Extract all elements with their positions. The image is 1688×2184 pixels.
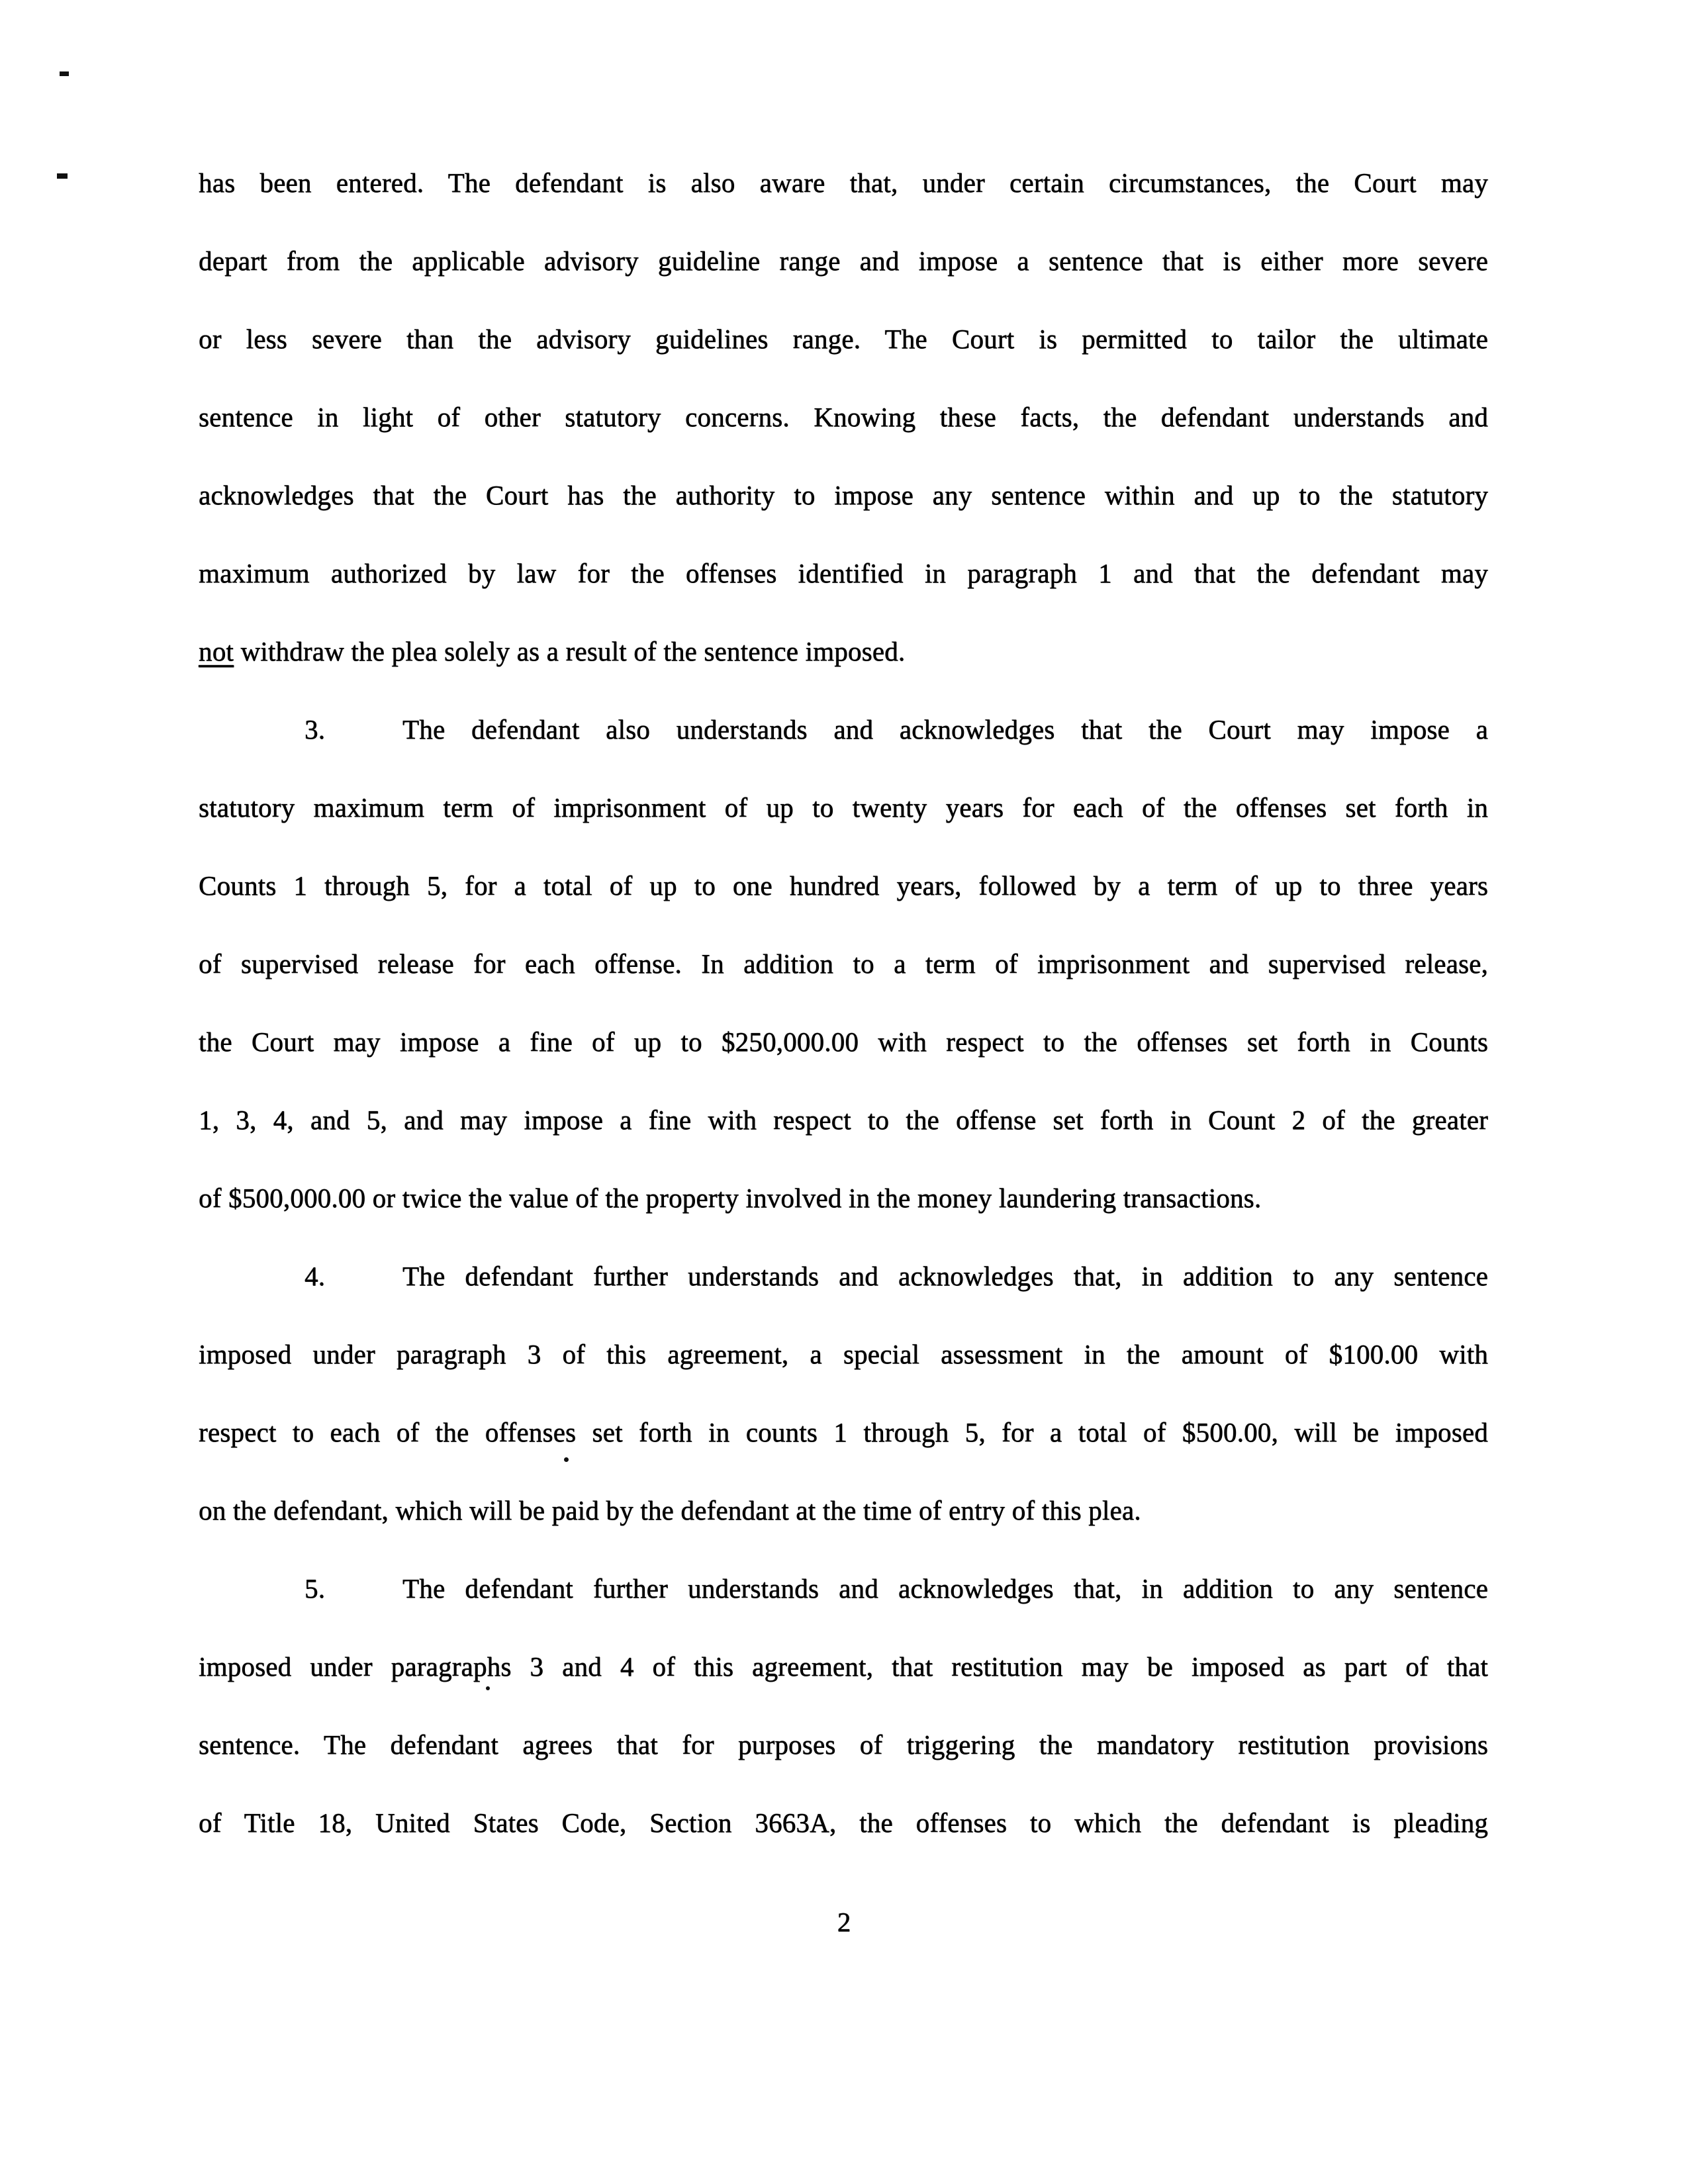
text-line xyxy=(199,555,1488,592)
text-segment: depart from the applicable advisory guideline range and impose a sentence that is either more severe xyxy=(199,246,1488,276)
text-line xyxy=(199,1648,1488,1685)
text-segment: The defendant also understands and acknowledges that the Court may impose a xyxy=(402,714,1488,745)
text-line xyxy=(199,633,1488,670)
text-line xyxy=(199,164,1488,201)
text-segment: withdraw the plea solely as a result of the sentence imposed. xyxy=(234,636,906,666)
paragraph-number: 5. xyxy=(305,1573,326,1604)
text-line xyxy=(199,1492,1488,1529)
text-segment: or less severe than the advisory guidelines range. The Court is permitted to tailor the ultimate xyxy=(199,324,1488,354)
text-line xyxy=(199,1570,1488,1607)
text-segment: sentence in light of other statutory concerns. Knowing these facts, the defendant understands and xyxy=(199,402,1488,432)
text-segment: imposed under paragraph 3 of this agreement, a special assessment in the amount of $100.00 with xyxy=(199,1339,1488,1369)
page-number: 2 xyxy=(837,1907,851,1937)
text-line xyxy=(199,1023,1488,1060)
paragraph-number: 4. xyxy=(305,1261,326,1291)
text-segment: maximum authorized by law for the offenses identified in paragraph 1 and that the defendant may xyxy=(199,558,1488,588)
text-line xyxy=(199,867,1488,904)
text-segment: The defendant further understands and acknowledges that, in addition to any sentence xyxy=(402,1261,1488,1291)
text-line xyxy=(199,477,1488,514)
underlined-text: not xyxy=(199,636,234,666)
text-segment: the Court may impose a fine of up to $250,000.00 with respect to the offenses set forth in Counts xyxy=(199,1026,1488,1057)
text-line xyxy=(199,1414,1488,1451)
text-line xyxy=(199,945,1488,982)
text-segment: imposed under paragraphs 3 and 4 of this agreement, that restitution may be imposed as part of that xyxy=(199,1651,1488,1682)
text-segment: Counts 1 through 5, for a total of up to one hundred years, followed by a term of up to three years xyxy=(199,870,1488,901)
text-segment: 1, 3, 4, and 5, and may impose a fine with respect to the offense set forth in Count 2 of the greater xyxy=(199,1105,1488,1135)
text-line xyxy=(199,789,1488,826)
text-line xyxy=(199,1336,1488,1373)
text-segment: of supervised release for each offense. In addition to a term of imprisonment and supervised release, xyxy=(199,948,1488,979)
text-line xyxy=(199,242,1488,279)
text-segment: on the defendant, which will be paid by the defendant at the time of entry of this plea. xyxy=(199,1495,1141,1525)
text-segment: has been entered. The defendant is also aware that, under certain circumstances, the Court may xyxy=(199,167,1488,198)
text-line xyxy=(199,1257,1488,1295)
text-segment: of $500,000.00 or twice the value of the property involved in the money laundering transactions. xyxy=(199,1183,1262,1213)
text-segment: acknowledges that the Court has the authority to impose any sentence within and up to the statutory xyxy=(199,480,1488,510)
text-line xyxy=(199,1101,1488,1138)
text-segment: respect to each of the offenses set forth in counts 1 through 5, for a total of $500.00, will be imposed xyxy=(199,1417,1488,1447)
text-line xyxy=(199,1804,1488,1841)
text-segment: statutory maximum term of imprisonment of up to twenty years for each of the offenses set forth in xyxy=(199,792,1488,823)
text-line xyxy=(199,398,1488,435)
text-segment: The defendant further understands and acknowledges that, in addition to any sentence xyxy=(402,1573,1488,1604)
text-line xyxy=(199,320,1488,357)
text-line xyxy=(199,1726,1488,1763)
text-segment: of Title 18, United States Code, Section 3663A, the offenses to which the defendant is pleading xyxy=(199,1807,1488,1838)
text-segment: sentence. The defendant agrees that for purposes of triggering the mandatory restitution provisions xyxy=(199,1729,1488,1760)
text-line xyxy=(199,711,1488,748)
paragraph-number: 3. xyxy=(305,714,326,745)
text-line xyxy=(199,1179,1488,1216)
